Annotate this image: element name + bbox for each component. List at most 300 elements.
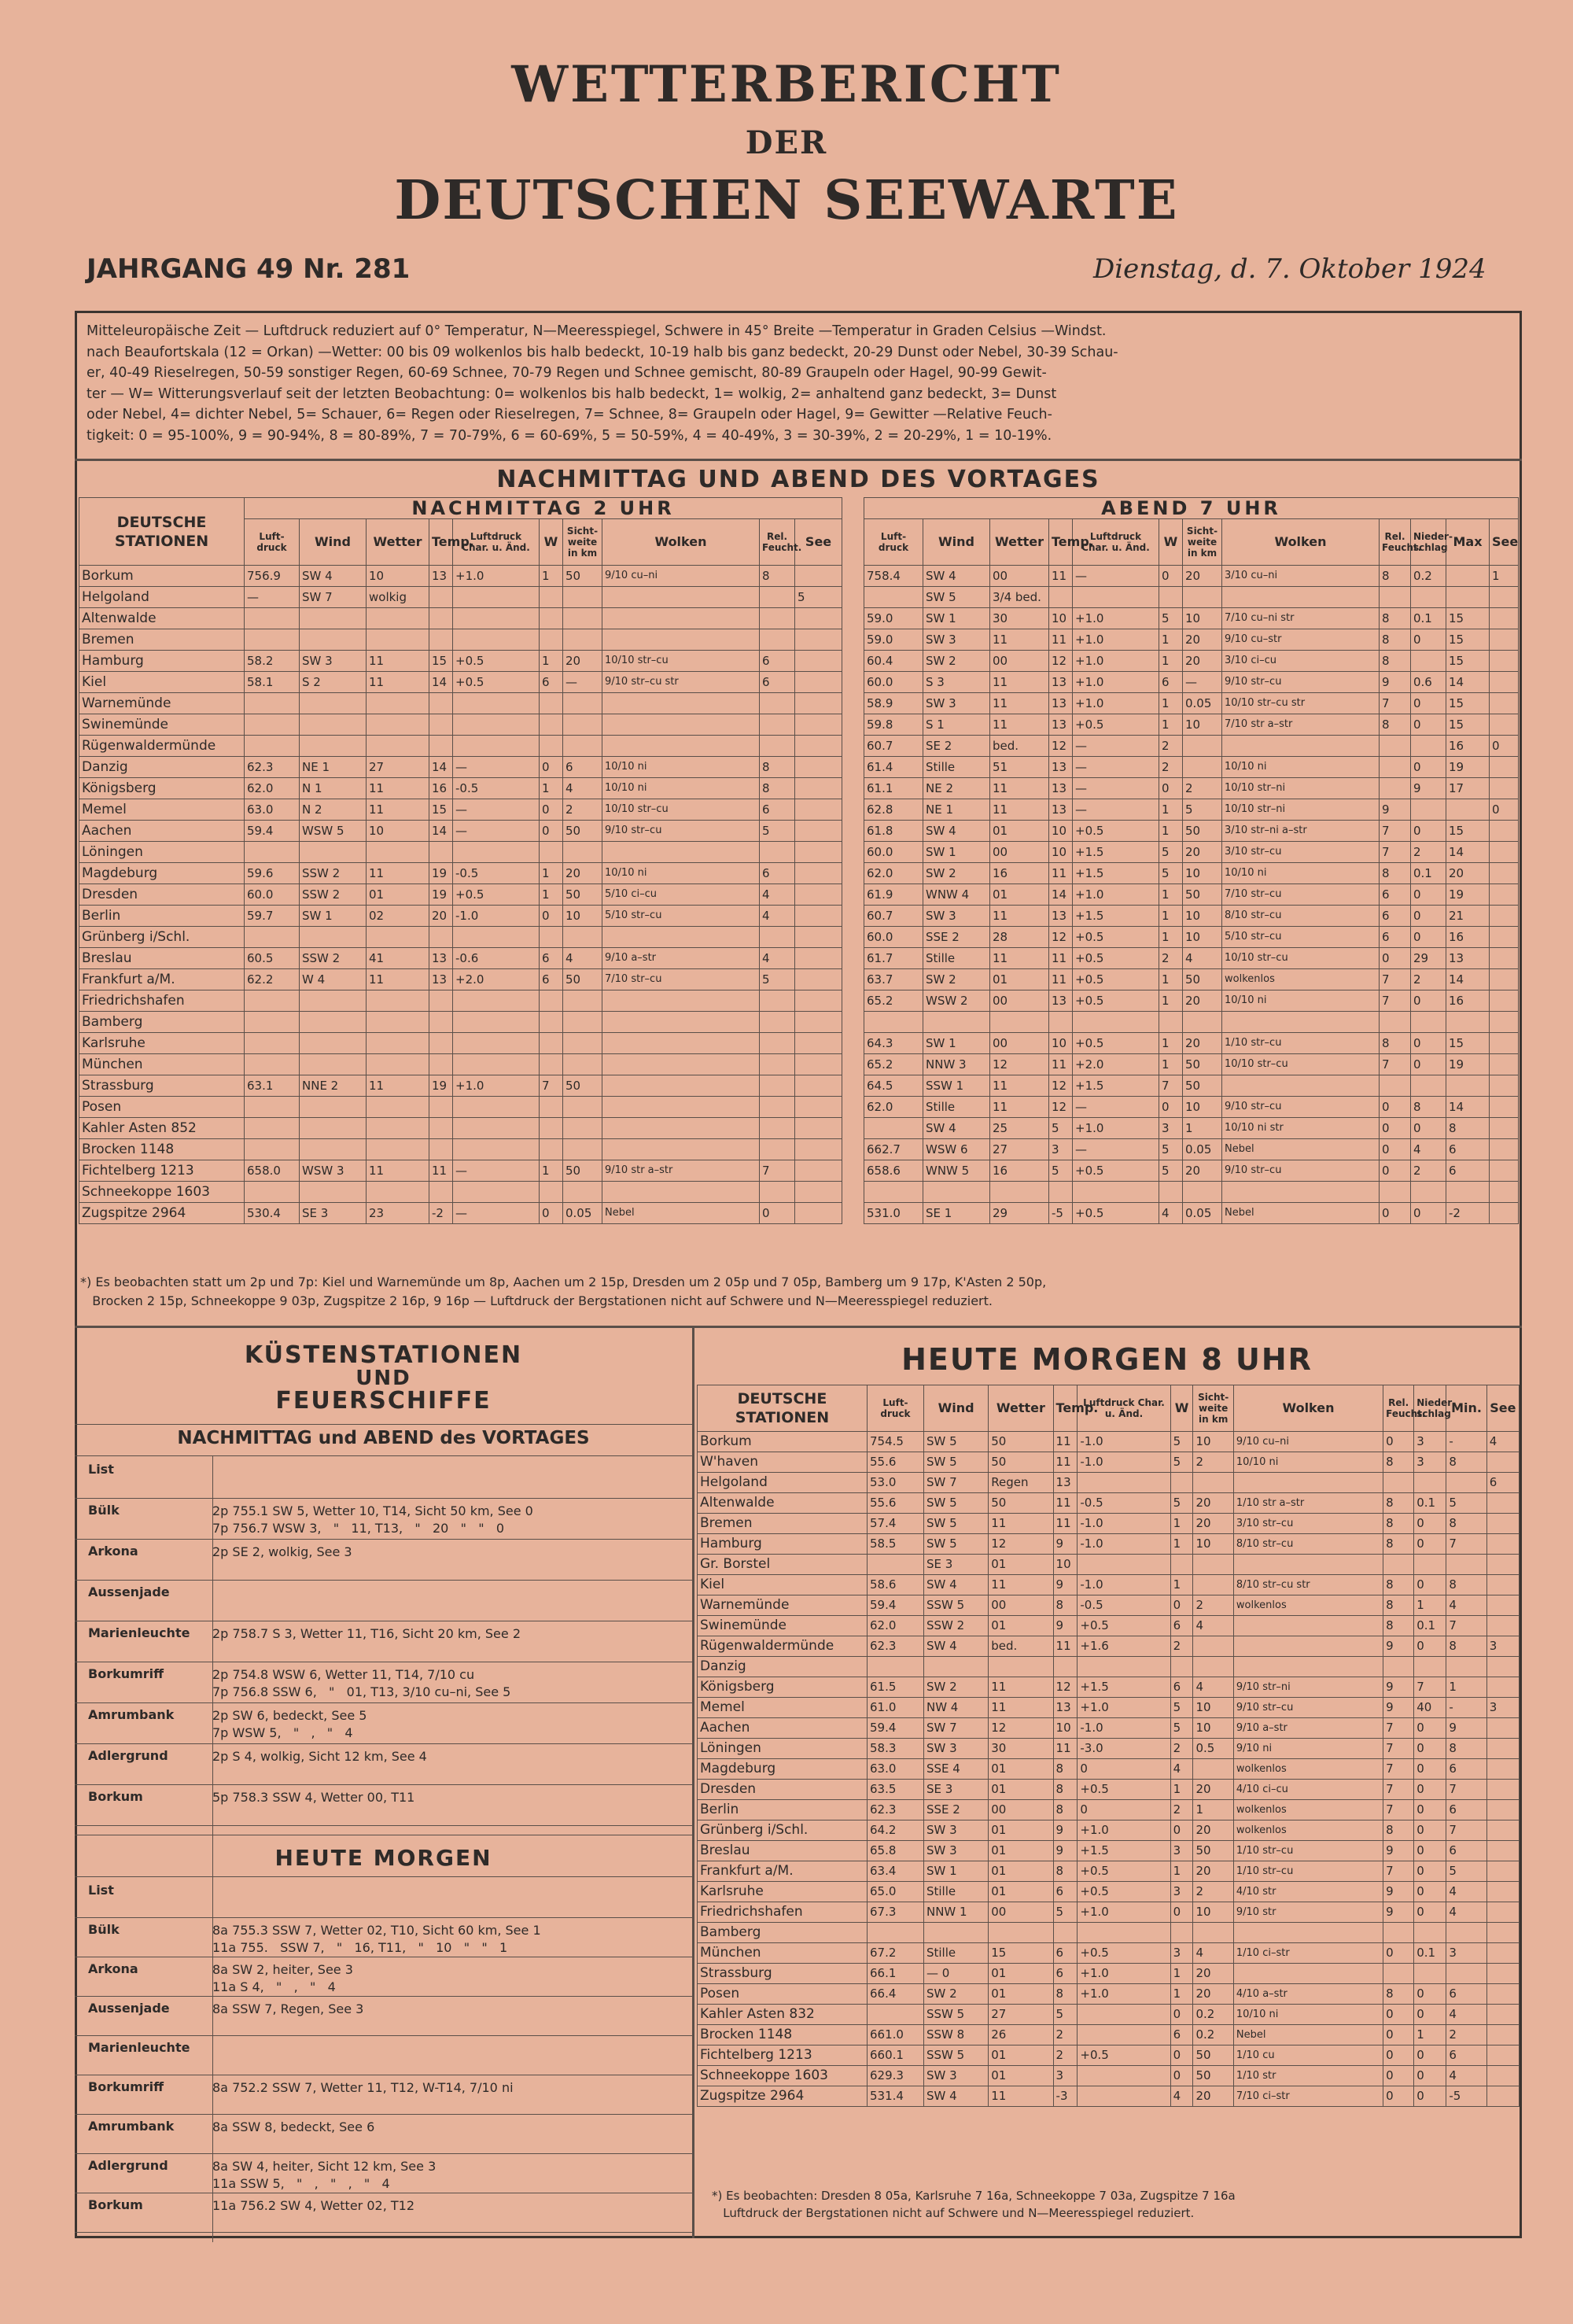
data-cell: 15 <box>989 1943 1053 1964</box>
data-cell: 9 <box>1383 1636 1414 1657</box>
data-cell: 01 <box>989 1841 1053 1861</box>
data-cell: 12 <box>1049 1097 1073 1118</box>
data-cell: 3 <box>1170 1882 1193 1902</box>
data-cell: 62.0 <box>864 1097 923 1118</box>
data-cell <box>1170 1657 1193 1677</box>
data-cell: 5 <box>1170 1432 1193 1452</box>
data-cell: 11 <box>1049 948 1073 969</box>
data-cell <box>795 1097 842 1118</box>
data-cell <box>602 736 760 757</box>
data-cell <box>1446 1923 1486 1943</box>
data-cell <box>429 1182 453 1203</box>
data-cell <box>602 587 760 608</box>
data-cell: 1 <box>540 651 563 672</box>
data-cell: 7/10 ci–str <box>1233 2086 1383 2107</box>
data-cell: SSW 5 <box>923 2005 988 2025</box>
data-cell: 2 <box>1446 2025 1486 2045</box>
table-row <box>864 821 1519 842</box>
data-cell: Nebel <box>1222 1139 1380 1160</box>
data-cell: 11 <box>1049 863 1073 884</box>
data-cell: 3/10 str–ni a–str <box>1222 821 1380 842</box>
data-cell: 67.3 <box>867 1902 923 1923</box>
data-cell <box>1490 884 1519 906</box>
table-row <box>79 1075 842 1097</box>
table-row <box>79 1033 842 1054</box>
data-cell: 4 <box>1170 2086 1193 2107</box>
table-row <box>698 1780 1520 1800</box>
data-cell <box>300 1118 367 1139</box>
data-cell: 8 <box>1383 1534 1414 1555</box>
data-cell: 63.7 <box>864 969 923 990</box>
station-name: Grünberg i/Schl. <box>698 1820 868 1841</box>
data-cell <box>760 1118 795 1139</box>
data-cell <box>1486 1555 1519 1575</box>
data-cell: 8 <box>760 778 795 799</box>
data-cell <box>1193 1759 1233 1780</box>
data-cell: 13 <box>1049 799 1073 821</box>
data-cell: +2.0 <box>1073 1054 1159 1075</box>
data-cell <box>1490 927 1519 948</box>
data-cell <box>795 927 842 948</box>
data-cell: 61.8 <box>864 821 923 842</box>
data-cell: 0 <box>1411 1203 1446 1224</box>
data-cell: 9 <box>1053 1841 1078 1861</box>
data-cell <box>1193 1636 1233 1657</box>
data-cell: -0.5 <box>1078 1595 1170 1616</box>
data-cell <box>563 1033 602 1054</box>
data-cell: +1.0 <box>1073 1118 1159 1139</box>
data-cell <box>1078 1923 1170 1943</box>
data-cell <box>453 1054 540 1075</box>
data-cell: 13 <box>429 969 453 990</box>
station-name: Danzig <box>79 757 245 778</box>
data-cell: 19 <box>429 863 453 884</box>
data-cell: 5 <box>1049 1160 1073 1182</box>
column-header: Wetter <box>367 519 429 566</box>
vortag-footnote: *) Es beobachten statt um 2p und 7p: Kiel und Warnemünde um 8p, Aachen um 2 15p, Dresden um 2 05p und 7 05p, Bamberg um 9 17p, K'Asten 2 50p, Brocken 2 15p, Schneekoppe 9 03p, Zugspitze 2 16p, 9 16p — Luftdruck der Bergstationen nicht auf Schwere und N—Meeresspiegel reduziert. <box>80 1275 1047 1308</box>
abend-table <box>864 497 1519 1224</box>
data-cell <box>1414 1923 1446 1943</box>
data-cell <box>453 736 540 757</box>
data-cell: 01 <box>990 884 1049 906</box>
data-cell: 4 <box>1486 1432 1519 1452</box>
data-cell: 62.0 <box>864 863 923 884</box>
data-cell <box>602 693 760 714</box>
data-cell <box>1490 969 1519 990</box>
data-cell: 10/10 str–ni <box>1222 778 1380 799</box>
data-cell: 11 <box>367 1075 429 1097</box>
data-cell <box>540 736 563 757</box>
data-cell <box>1078 1657 1170 1677</box>
data-cell <box>923 1182 990 1203</box>
data-cell <box>795 778 842 799</box>
data-cell: 10 <box>1183 1097 1222 1118</box>
data-cell: 63.5 <box>867 1780 923 1800</box>
data-cell: 00 <box>990 990 1049 1012</box>
data-cell: +0.5 <box>1073 1033 1159 1054</box>
column-header: Luftdruck Char. u. Änd. <box>453 519 540 566</box>
data-cell <box>453 1182 540 1203</box>
table-row <box>698 1473 1520 1493</box>
data-cell <box>300 990 367 1012</box>
data-cell <box>540 1182 563 1203</box>
data-cell: 8 <box>1446 1636 1486 1657</box>
column-header: Nieder-schlag <box>1414 1385 1446 1432</box>
data-cell: 29 <box>1411 948 1446 969</box>
data-cell: 4/10 ci–cu <box>1233 1780 1383 1800</box>
data-cell: 0.2 <box>1193 2025 1233 2045</box>
kueste-station: Borkumriff <box>88 2079 164 2094</box>
data-cell: 0 <box>1411 906 1446 927</box>
data-cell: 8 <box>1383 1820 1414 1841</box>
section-title: ABEND 7 UHR <box>864 498 1519 519</box>
data-cell: SW 2 <box>923 1677 988 1698</box>
data-cell: 58.1 <box>245 672 300 693</box>
data-cell <box>795 1012 842 1033</box>
data-cell: 3 <box>1049 1139 1073 1160</box>
data-cell <box>760 1139 795 1160</box>
data-cell: 6 <box>1170 1677 1193 1698</box>
data-cell: 5 <box>1170 1718 1193 1739</box>
data-cell: NNE 2 <box>300 1075 367 1097</box>
data-cell: Stille <box>923 757 990 778</box>
data-cell <box>1049 1182 1073 1203</box>
data-cell: 0 <box>1411 1118 1446 1139</box>
data-cell: 9/10 ni <box>1233 1739 1383 1759</box>
data-cell: NW 4 <box>923 1698 988 1718</box>
data-cell: 7 <box>1383 1800 1414 1820</box>
data-cell: +0.5 <box>453 651 540 672</box>
station-name: Löningen <box>698 1739 868 1759</box>
station-name: Altenwalde <box>79 608 245 629</box>
data-cell: 13 <box>429 566 453 587</box>
data-cell <box>1183 1012 1222 1033</box>
data-cell: 27 <box>367 757 429 778</box>
data-cell <box>453 842 540 863</box>
data-cell: 10 <box>1193 1718 1233 1739</box>
station-name: Altenwalde <box>698 1493 868 1514</box>
station-name: Danzig <box>698 1657 868 1677</box>
kueste-report: 11a 756.2 SW 4, Wetter 02, T12 <box>212 2198 414 2213</box>
data-cell: 63.0 <box>867 1759 923 1780</box>
data-cell: SW 3 <box>300 651 367 672</box>
data-cell: 8 <box>1380 863 1411 884</box>
data-cell: 3/10 cu–ni <box>1222 566 1380 587</box>
data-cell <box>300 927 367 948</box>
data-cell: -0.5 <box>453 778 540 799</box>
data-cell: 11 <box>989 1514 1053 1534</box>
station-name: Aachen <box>79 821 245 842</box>
data-cell <box>795 757 842 778</box>
data-cell: — <box>453 799 540 821</box>
data-cell: 5/10 ci–cu <box>602 884 760 906</box>
data-cell: 6 <box>1446 1139 1490 1160</box>
data-cell: 13 <box>1049 906 1073 927</box>
data-cell: 8 <box>1446 1118 1490 1139</box>
data-cell: +1.0 <box>1073 693 1159 714</box>
data-cell: 8 <box>1446 1514 1486 1534</box>
data-cell <box>1414 1964 1446 1984</box>
station-name: Kiel <box>79 672 245 693</box>
kueste-station: List <box>88 1462 114 1477</box>
data-cell: 20 <box>1446 863 1490 884</box>
data-cell: 2 <box>1159 736 1183 757</box>
data-cell: 1 <box>1159 714 1183 736</box>
data-cell <box>989 1923 1053 1943</box>
data-cell: 10 <box>563 906 602 927</box>
data-cell <box>795 863 842 884</box>
column-header: Rel. Feucht. <box>1380 519 1411 566</box>
table-row <box>864 842 1519 863</box>
data-cell: 0 <box>1411 990 1446 1012</box>
table-row <box>79 778 842 799</box>
data-cell: wolkenlos <box>1233 1820 1383 1841</box>
data-cell: 8 <box>1446 1575 1486 1595</box>
data-cell: +1.5 <box>1078 1677 1170 1698</box>
data-cell: 14 <box>429 821 453 842</box>
data-cell: 13 <box>1049 714 1073 736</box>
data-cell <box>602 1033 760 1054</box>
data-cell: 10 <box>1049 842 1073 863</box>
data-cell: 6 <box>1053 1882 1078 1902</box>
data-cell <box>429 1118 453 1139</box>
data-cell: 4/10 a–str <box>1233 1984 1383 2005</box>
data-cell: 20 <box>1193 1964 1233 1984</box>
data-cell: SSE 4 <box>923 1759 988 1780</box>
data-cell: 0 <box>1414 1636 1446 1657</box>
column-header: Temp. <box>1053 1385 1078 1432</box>
column-header: W <box>540 519 563 566</box>
data-cell: 20 <box>1193 1514 1233 1534</box>
data-cell <box>300 693 367 714</box>
station-name: Friedrichshafen <box>698 1902 868 1923</box>
station-name: Borkum <box>698 1432 868 1452</box>
morgen-footnote: *) Es beobachten: Dresden 8 05a, Karlsruhe 7 16a, Schneekoppe 7 03a, Zugspitze 7 16a Luftdruck der Bergstationen nicht auf Schwere und N—Meeresspiegel reduziert. <box>712 2189 1236 2220</box>
station-name: W'haven <box>698 1452 868 1473</box>
station-name: Königsberg <box>698 1677 868 1698</box>
data-cell: 60.0 <box>864 842 923 863</box>
data-cell: 10/10 str–cu <box>602 651 760 672</box>
data-cell <box>245 1139 300 1160</box>
data-cell: 7/10 str–cu <box>1222 884 1380 906</box>
data-cell: 16 <box>990 1160 1049 1182</box>
data-cell: 6 <box>1486 1473 1519 1493</box>
data-cell: 9 <box>1380 672 1411 693</box>
data-cell: +0.5 <box>1073 948 1159 969</box>
data-cell: SSW 5 <box>923 2045 988 2066</box>
data-cell <box>923 1657 988 1677</box>
table-row <box>698 1514 1520 1534</box>
data-cell: 11 <box>367 1160 429 1182</box>
kueste-station: Aussenjade <box>88 1584 170 1599</box>
data-cell: 67.2 <box>867 1943 923 1964</box>
table-row <box>698 2066 1520 2086</box>
data-cell: SW 5 <box>923 1432 988 1452</box>
data-cell: — 0 <box>923 1964 988 1984</box>
data-cell: 01 <box>990 969 1049 990</box>
data-cell: SE 3 <box>923 1780 988 1800</box>
data-cell: 11 <box>1049 969 1073 990</box>
data-cell: SW 5 <box>923 1452 988 1473</box>
data-cell <box>300 1033 367 1054</box>
data-cell <box>563 1139 602 1160</box>
data-cell: 7 <box>540 1075 563 1097</box>
data-cell <box>429 1012 453 1033</box>
data-cell: 8 <box>1383 1514 1414 1534</box>
data-cell: 11 <box>1053 1452 1078 1473</box>
data-cell: 6 <box>1446 1759 1486 1780</box>
data-cell: 2 <box>1053 2025 1078 2045</box>
data-cell: 8 <box>1380 651 1411 672</box>
table-row <box>79 672 842 693</box>
data-cell: 0 <box>1383 2045 1414 2066</box>
kueste-report: 8a SW 4, heiter, Sicht 12 km, See 3 11a SSW 5, " , " , " 4 <box>212 2159 437 2191</box>
data-cell <box>1490 1203 1519 1224</box>
table-row <box>864 1012 1519 1033</box>
data-cell <box>429 1097 453 1118</box>
data-cell: +1.6 <box>1078 1636 1170 1657</box>
data-cell <box>453 693 540 714</box>
data-cell: 0 <box>760 1203 795 1224</box>
data-cell: SW 3 <box>923 693 990 714</box>
data-cell: 62.8 <box>864 799 923 821</box>
data-cell: 11 <box>1053 1636 1078 1657</box>
data-cell: 4 <box>1159 1203 1183 1224</box>
data-cell <box>1486 1902 1519 1923</box>
station-name: Hamburg <box>698 1534 868 1555</box>
data-cell: -1.0 <box>1078 1432 1170 1452</box>
data-cell: 51 <box>990 757 1049 778</box>
data-cell <box>367 842 429 863</box>
data-cell: SW 1 <box>923 608 990 629</box>
masthead-line3: DEUTSCHEN SEEWARTE <box>394 169 1179 232</box>
data-cell: 1 <box>1159 799 1183 821</box>
data-cell: 50 <box>563 1075 602 1097</box>
kueste-station: Amrumbank <box>88 2119 175 2134</box>
data-cell: 6 <box>760 672 795 693</box>
data-cell: 19 <box>429 1075 453 1097</box>
data-cell <box>1490 693 1519 714</box>
data-cell: 5 <box>760 821 795 842</box>
data-cell <box>602 1075 760 1097</box>
data-cell: 4 <box>1193 1943 1233 1964</box>
data-cell <box>429 587 453 608</box>
data-cell: +0.5 <box>1073 714 1159 736</box>
data-cell: +1.5 <box>1073 842 1159 863</box>
station-name: Karlsruhe <box>79 1033 245 1054</box>
data-cell: 8 <box>760 757 795 778</box>
data-cell: 0.2 <box>1411 566 1446 587</box>
table-row <box>864 608 1519 629</box>
data-cell: 61.0 <box>867 1698 923 1718</box>
data-cell: 9 <box>1446 1718 1486 1739</box>
data-cell <box>453 1118 540 1139</box>
data-cell: 9 <box>1383 1677 1414 1698</box>
data-cell: 17 <box>1446 778 1490 799</box>
data-cell <box>1170 1923 1193 1943</box>
data-cell <box>1411 1182 1446 1203</box>
data-cell: 50 <box>563 566 602 587</box>
station-name: Helgoland <box>79 587 245 608</box>
kueste-report: 8a 755.3 SSW 7, Wetter 02, T10, Sicht 60 km, See 1 11a 755. SSW 7, " 16, T11, " 10 " " 1 <box>212 1923 541 1955</box>
data-cell: 20 <box>1183 629 1222 651</box>
data-cell: 10/10 ni <box>602 778 760 799</box>
data-cell <box>1222 587 1380 608</box>
table-row <box>698 2086 1520 2107</box>
data-cell: 0 <box>540 757 563 778</box>
station-name: Frankfurt a/M. <box>698 1861 868 1882</box>
data-cell: SSW 2 <box>300 948 367 969</box>
data-cell: 1/10 str–cu <box>1222 1033 1380 1054</box>
data-cell <box>1380 778 1411 799</box>
data-cell: 14 <box>1446 969 1490 990</box>
data-cell <box>602 1097 760 1118</box>
data-cell <box>453 1033 540 1054</box>
data-cell: 5 <box>1159 1160 1183 1182</box>
station-name: Bremen <box>698 1514 868 1534</box>
data-cell <box>540 587 563 608</box>
morgen-title: HEUTE MORGEN 8 UHR <box>901 1342 1313 1377</box>
data-cell: 25 <box>990 1118 1049 1139</box>
data-cell <box>1490 1139 1519 1160</box>
kueste-station: Borkum <box>88 2197 143 2212</box>
data-cell: 6 <box>760 863 795 884</box>
data-cell: 0 <box>1490 736 1519 757</box>
data-cell: 65.2 <box>864 990 923 1012</box>
data-cell: W 4 <box>300 969 367 990</box>
data-cell <box>540 1097 563 1118</box>
data-cell <box>760 842 795 863</box>
data-cell: 1 <box>1159 693 1183 714</box>
column-header: Max <box>1446 519 1490 566</box>
data-cell: SW 4 <box>923 821 990 842</box>
data-cell: 7/10 str a–str <box>1222 714 1380 736</box>
data-cell <box>563 629 602 651</box>
data-cell: 1 <box>540 566 563 587</box>
data-cell: 0 <box>540 799 563 821</box>
data-cell: 62.3 <box>867 1636 923 1657</box>
data-cell: 9 <box>1411 778 1446 799</box>
column-header: Temp. <box>1049 519 1073 566</box>
column-header: Sicht-weite in km <box>1193 1385 1233 1432</box>
data-cell <box>1490 821 1519 842</box>
data-cell: NE 2 <box>923 778 990 799</box>
data-cell: 1/10 str <box>1233 2066 1383 2086</box>
data-cell: 14 <box>429 672 453 693</box>
table-row <box>79 587 842 608</box>
data-cell: SW 3 <box>923 906 990 927</box>
data-cell <box>367 1012 429 1033</box>
station-name: München <box>79 1054 245 1075</box>
data-cell: 10/10 ni <box>602 757 760 778</box>
table-row <box>864 672 1519 693</box>
data-cell: SW 5 <box>923 1514 988 1534</box>
data-cell: S 3 <box>923 672 990 693</box>
data-cell <box>1490 629 1519 651</box>
data-cell: -0.6 <box>453 948 540 969</box>
data-cell: 8/10 str–cu str <box>1233 1575 1383 1595</box>
data-cell <box>1486 1657 1519 1677</box>
data-cell <box>990 1012 1049 1033</box>
data-cell <box>1486 1964 1519 1984</box>
data-cell: 531.4 <box>867 2086 923 2107</box>
data-cell <box>867 1923 923 1943</box>
data-cell: 0 <box>1170 2005 1193 2025</box>
data-cell: SW 4 <box>923 1575 988 1595</box>
data-cell: 7/10 cu–ni str <box>1222 608 1380 629</box>
data-cell: 6 <box>1380 884 1411 906</box>
issue-number: JAHRGANG 49 Nr. 281 <box>87 253 411 285</box>
